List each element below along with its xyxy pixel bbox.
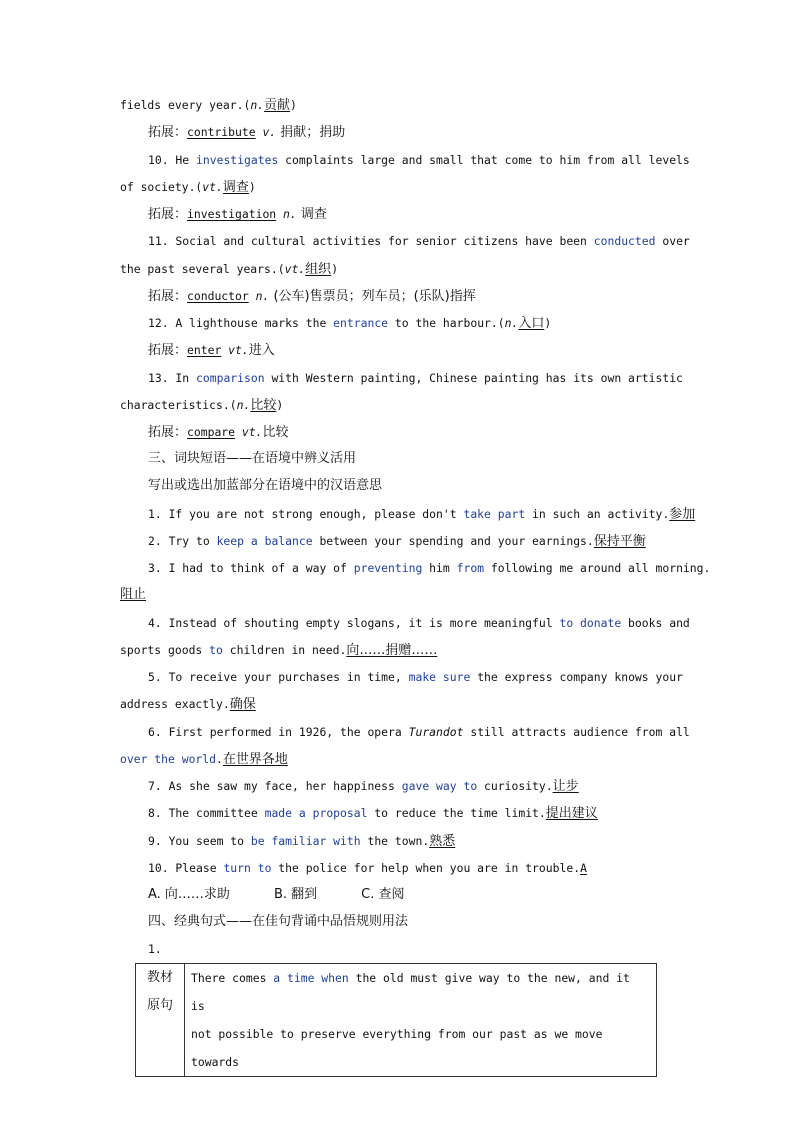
answer: 确保	[229, 697, 256, 712]
label: 拓展：	[148, 207, 188, 222]
text: still attracts audience from all	[463, 725, 690, 739]
original-sentence-table	[135, 963, 657, 1077]
section-heading-4: 四、经典句式——在佳句背诵中品悟规则用法	[148, 914, 409, 929]
word: enter	[187, 343, 222, 357]
text: There comes	[191, 971, 274, 985]
answer: 贡献	[264, 98, 291, 113]
word: investigation	[187, 207, 277, 221]
pos: vt.	[202, 180, 223, 194]
keyword: comparison	[196, 371, 265, 385]
section-instruction: 写出或选出加蓝部分在语境中的汉语意思	[148, 478, 383, 493]
meaning: 捐献；捐助	[276, 125, 346, 140]
answer: 向……捐赠……	[346, 643, 438, 658]
word: compare	[187, 425, 236, 439]
text: 6. First performed in 1926, the opera	[148, 725, 409, 739]
answer: 调查	[222, 180, 249, 195]
text: to reduce the time limit.	[367, 806, 546, 820]
text: to the harbour.(	[388, 316, 505, 330]
text: 3. I had to think of a way of	[148, 561, 354, 575]
keyword: over the world	[120, 752, 217, 766]
answer: 入口	[518, 316, 545, 331]
item-4b	[120, 641, 690, 660]
item-8	[148, 804, 718, 823]
label-line-1: 教材	[146, 970, 173, 985]
answer: 比较	[250, 398, 277, 413]
text: in such an activity.	[525, 507, 670, 521]
text: 13. In	[148, 371, 197, 385]
keyword: to donate	[559, 616, 622, 630]
text: books and	[621, 616, 690, 630]
text: 10. Please	[148, 861, 224, 875]
section-heading-3: 三、词块短语——在语境中辨义活用	[148, 451, 357, 466]
text: following me around all morning.	[484, 561, 711, 575]
item-1	[148, 505, 718, 524]
label-line-2: 原句	[146, 998, 173, 1013]
item-5	[148, 668, 718, 686]
text: the town.	[360, 834, 430, 848]
keyword: to	[209, 643, 223, 657]
keyword: conducted	[593, 234, 656, 248]
item-number-1: 1.	[148, 942, 162, 956]
pos: vt.	[235, 425, 263, 439]
keyword: be familiar with	[250, 834, 361, 848]
label: 拓展：	[148, 425, 188, 440]
text: the police for help when you are in trouble.	[271, 861, 581, 875]
meaning: (公车)售票员；列车员；(乐队)指挥	[269, 289, 476, 304]
line-10	[148, 151, 718, 169]
text: with Western painting, Chinese painting has its own artistic	[264, 371, 683, 385]
text: not possible to preserve everything from our past as we move towards	[191, 1027, 603, 1069]
line-13b	[120, 396, 690, 415]
label: 拓展：	[148, 289, 188, 304]
item-3-answer	[120, 586, 690, 604]
item-9	[148, 832, 718, 851]
keyword: from	[456, 561, 485, 575]
item-3	[148, 559, 718, 577]
keyword: made a proposal	[264, 806, 368, 820]
table-sentence	[185, 964, 657, 1077]
text: 11. Social and cultural activities for senior citizens have been	[148, 234, 594, 248]
line-fields	[120, 96, 690, 115]
line-expand-enter	[148, 341, 718, 360]
answer: 阻止	[120, 587, 147, 602]
answer: 保持平衡	[593, 534, 646, 549]
keyword: investigates	[196, 153, 279, 167]
keyword: take part	[463, 507, 526, 521]
line-13	[148, 369, 718, 387]
keyword: entrance	[333, 316, 389, 330]
text: )	[290, 98, 297, 112]
pos: n.	[276, 207, 297, 221]
pos: n.	[250, 98, 265, 112]
text: 7. As she saw my face, her happiness	[148, 779, 402, 793]
keyword: gave way to	[401, 779, 478, 793]
item-5b	[120, 695, 690, 714]
opera-title: Turandot	[408, 725, 464, 739]
answer: 让步	[552, 779, 579, 794]
option-a: A. 向……求助	[148, 887, 230, 902]
text: fields every year.(	[120, 98, 251, 112]
text: children in need.	[222, 643, 347, 657]
text: )	[331, 262, 339, 276]
pos: vt.	[221, 343, 249, 357]
pos: v.	[255, 125, 277, 139]
text: over	[655, 234, 690, 248]
item-7	[148, 777, 718, 796]
label: 拓展：	[148, 343, 188, 358]
keyword: keep a balance	[216, 534, 313, 548]
label: 拓展：	[148, 125, 188, 140]
text: characteristics.(	[120, 398, 237, 412]
item-4	[148, 614, 718, 632]
answer: 组织	[305, 262, 332, 277]
text: him	[422, 561, 457, 575]
item-10	[148, 859, 718, 877]
meaning: 比较	[262, 425, 289, 440]
text: the old must give way to the new, and it is	[191, 971, 630, 1013]
answer: 参加	[669, 507, 696, 522]
item-10-options	[148, 886, 718, 904]
text: )	[248, 180, 256, 194]
text: address exactly.	[120, 697, 230, 711]
answer: A	[580, 861, 587, 875]
pos: vt.	[284, 262, 306, 276]
option-b: B. 翻到	[273, 887, 318, 902]
text: 4. Instead of shouting empty slogans, it is more meaningful	[148, 616, 560, 630]
line-expand-conductor	[148, 287, 718, 306]
word: conductor	[187, 289, 249, 303]
line-expand-contribute	[148, 123, 718, 142]
text: between your spending and your earnings.	[312, 534, 594, 548]
answer: 熟悉	[429, 834, 456, 849]
text: 12. A lighthouse marks the	[148, 316, 334, 330]
meaning: 调查	[296, 207, 327, 222]
line-10b	[120, 178, 690, 197]
text: the express company knows your	[470, 670, 683, 684]
text: .	[216, 752, 223, 766]
text: sports goods	[120, 643, 210, 657]
word: contribute	[187, 125, 256, 139]
text: complaints large and small that come to him from all levels	[278, 153, 690, 167]
line-11b	[120, 260, 690, 279]
answer: 在世界各地	[222, 752, 288, 767]
table-label	[136, 964, 185, 1077]
text: curiosity.	[477, 779, 553, 793]
option-c: C. 查阅	[361, 887, 405, 902]
text: 5. To receive your purchases in time,	[148, 670, 409, 684]
pos: n.	[504, 316, 519, 330]
line-12	[148, 314, 718, 333]
text: the past several years.(	[120, 262, 285, 276]
text: of society.(	[120, 180, 203, 194]
item-6b	[120, 750, 690, 769]
item-6	[148, 723, 718, 741]
keyword: turn to	[223, 861, 272, 875]
meaning: 进入	[248, 343, 275, 358]
text: 9. You seem to	[148, 834, 251, 848]
text: )	[544, 316, 552, 330]
text: 2. Try to	[148, 534, 217, 548]
keyword: make sure	[408, 670, 471, 684]
text: 8. The committee	[148, 806, 265, 820]
line-11	[148, 232, 718, 250]
line-expand-compare	[148, 423, 718, 442]
keyword: preventing	[353, 561, 423, 575]
text: )	[276, 398, 284, 412]
text: 1. If you are not strong enough, please don't	[148, 507, 464, 521]
text: 10. He	[148, 153, 197, 167]
item-2	[148, 532, 718, 551]
answer: 提出建议	[545, 806, 598, 821]
line-expand-investigation	[148, 205, 718, 224]
keyword: a time when	[273, 971, 349, 985]
pos: n.	[248, 289, 270, 303]
pos: n.	[236, 398, 251, 412]
